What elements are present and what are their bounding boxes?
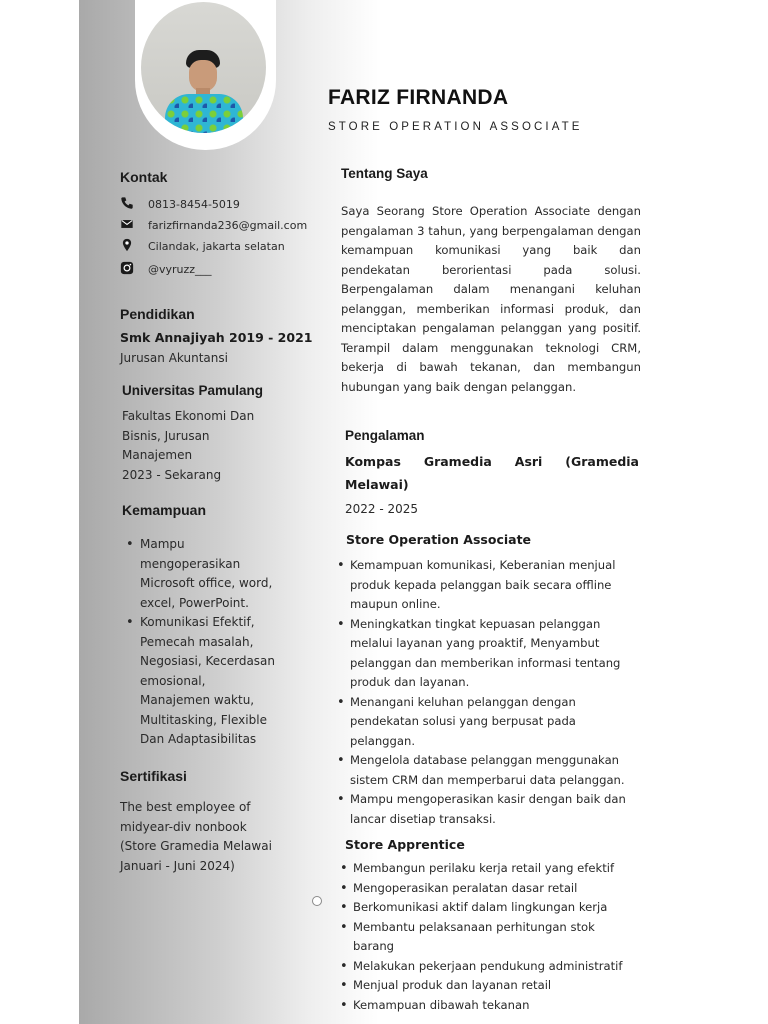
- candidate-role: STORE OPERATION ASSOCIATE: [328, 121, 583, 133]
- education-title: Pendidikan: [120, 306, 195, 322]
- experience-period: 2022 - 2025: [345, 502, 419, 516]
- contact-text: 0813-8454-5019: [148, 197, 240, 211]
- scroll-indicator: [312, 896, 322, 906]
- duty-item: • Membangun perilaku kerja retail yang efektif: [340, 859, 658, 879]
- education-line: Bisnis, Jurusan: [122, 428, 210, 443]
- duty-item: • Membantu pelaksanaan perhitungan stok barang: [340, 918, 658, 957]
- certification-line: The best employee of: [120, 800, 251, 814]
- duty-item: • Kemampuan dibawah tekanan: [340, 996, 658, 1016]
- contact-title: Kontak: [120, 169, 168, 185]
- duty-item: • Melakukan pekerjaan pendukung administratif: [340, 957, 658, 977]
- contact-instagram: [120, 260, 212, 278]
- contact-location: [120, 237, 285, 255]
- duty-item: • Mengelola database pelanggan menggunakan sistem CRM dan memperbarui data pelanggan.: [337, 751, 655, 790]
- duty-item: • Menangani keluhan pelanggan dengan pendekatan solusi yang berpusat pada pelanggan.: [337, 693, 655, 752]
- duty-item: • Mengoperasikan peralatan dasar retail: [340, 879, 658, 899]
- contact-email: [120, 216, 307, 234]
- skill-item: • Mampu mengoperasikan Microsoft office, word, excel, PowerPoint.: [126, 535, 296, 613]
- location-icon: [120, 238, 136, 254]
- education-line: Fakultas Ekonomi Dan: [122, 409, 255, 423]
- education-school-2: Universitas Pamulang: [122, 383, 264, 398]
- contact-text: @vyruzz___: [148, 262, 212, 276]
- phone-icon: [120, 196, 136, 212]
- duty-item: • Menjual produk dan layanan retail: [340, 976, 658, 996]
- about-title: Tentang Saya: [341, 166, 428, 181]
- education-line: Manajemen: [122, 448, 193, 462]
- education-school-1: Smk Annajiyah 2019 - 2021: [120, 330, 313, 345]
- skill-item: • Komunikasi Efektif, Pemecah masalah, Negosiasi, Kecerdasan emosional, Manajemen waktu, Multitasking, Flexible Dan Adaptasibilitas: [126, 613, 296, 750]
- role-2-duties: [340, 859, 658, 1015]
- experience-company: Kompas Gramedia Asri (Gramedia Melawai): [345, 454, 639, 492]
- skills-list: [126, 535, 296, 750]
- duty-item: • Mampu mengoperasikan kasir dengan baik dan lancar disetiap transaksi.: [337, 790, 655, 829]
- contact-text: farizfirnanda236@gmail.com: [148, 218, 308, 232]
- contact-text: Cilandak, jakarta selatan: [148, 239, 285, 253]
- certification-line: midyear-div nonbook: [120, 819, 247, 834]
- role-1-duties: [337, 556, 655, 829]
- experience-role-1: Store Operation Associate: [346, 532, 532, 547]
- education-line: 2023 - Sekarang: [122, 467, 222, 482]
- skills-title: Kemampuan: [122, 502, 207, 518]
- education-major-1: Jurusan Akuntansi: [120, 351, 228, 365]
- contact-phone: [120, 195, 240, 213]
- certification-text: [120, 798, 272, 876]
- about-text: Saya Seorang Store Operation Associate dengan pengalaman 3 tahun, yang berpengalaman dengan kemampuan komunikasi yang baik dan pendekatan berorientasi pada solusi. Berpengalaman dalam menangani keluhan pelanggan, memberikan informasi produk, dan menciptakan pengalaman pelanggan yang positif. Terampil dalam menggunakan teknologi CRM, bekerja di bawah tekanan, dan membangun hubungan yang baik dengan pelanggan.: [341, 204, 641, 394]
- certification-line: (Store Gramedia Melawai: [120, 839, 272, 853]
- duty-item: • Kemampuan komunikasi, Keberanian menjual produk kepada pelanggan baik secara offline maupun online.: [337, 556, 655, 615]
- education-details-2: [122, 407, 254, 485]
- experience-role-2: Store Apprentice: [345, 837, 465, 852]
- duty-item: • Berkomunikasi aktif dalam lingkungan kerja: [340, 898, 658, 918]
- profile-photo: [141, 2, 266, 133]
- candidate-name: FARIZ FIRNANDA: [328, 86, 509, 109]
- certification-line: Januari - Juni 2024): [120, 858, 235, 873]
- email-icon: [120, 217, 136, 233]
- certification-title: Sertifikasi: [120, 768, 187, 784]
- experience-title: Pengalaman: [345, 428, 425, 443]
- instagram-icon: [120, 261, 136, 277]
- duty-item: • Meningkatkan tingkat kepuasan pelanggan melalui layanan yang proaktif, Menyambut pelanggan dan memberikan informasi tentang produk dan layanan.: [337, 615, 655, 693]
